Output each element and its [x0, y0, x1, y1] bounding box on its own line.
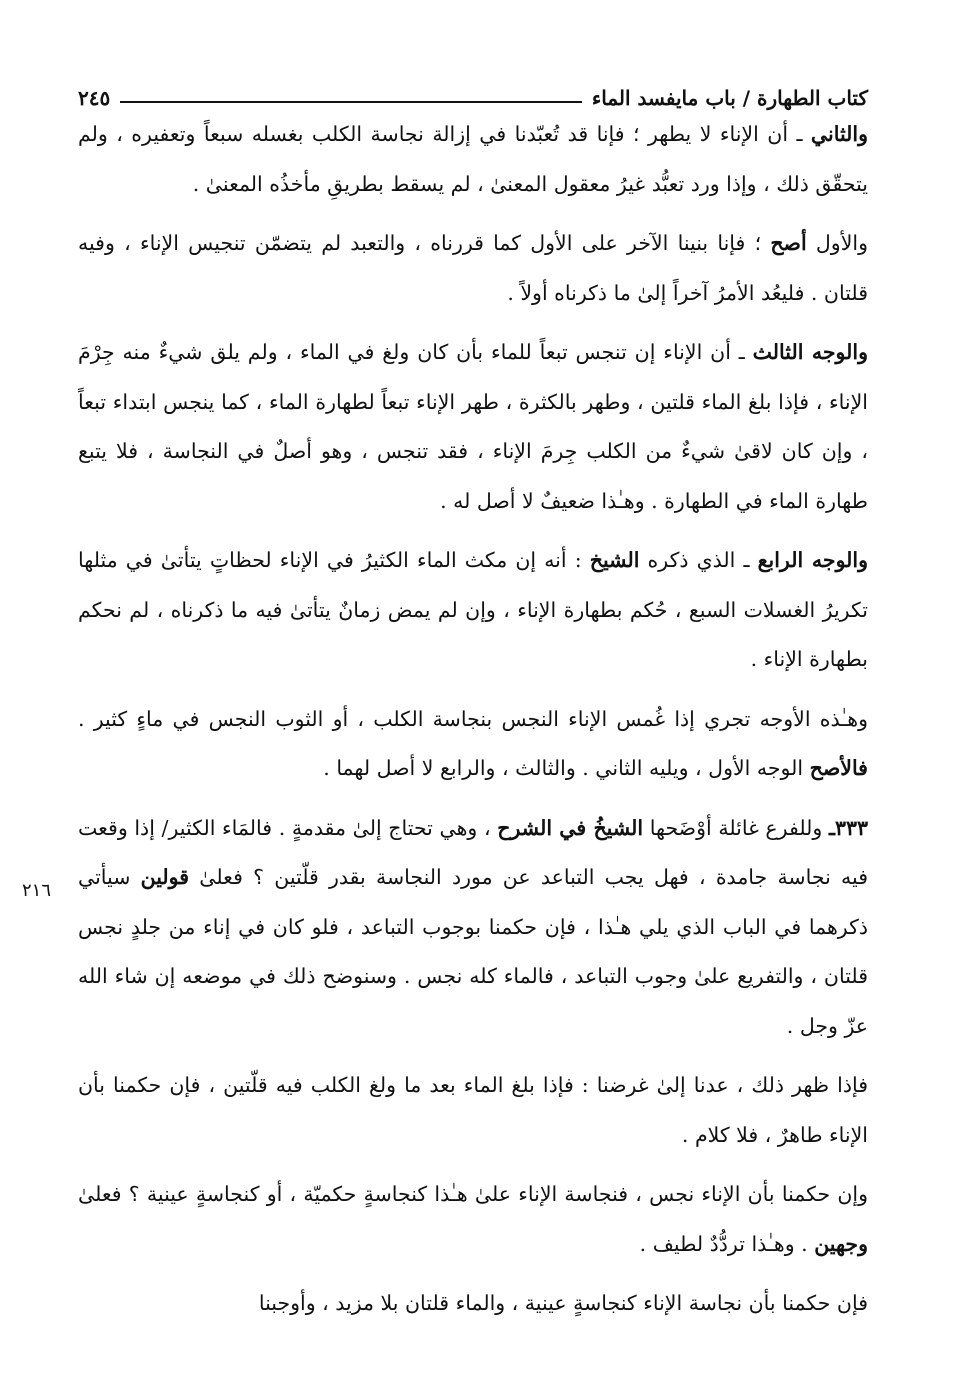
bold-term: قولين [140, 865, 190, 889]
body-text [78, 110, 868, 1329]
page [78, 76, 868, 1339]
paragraph [78, 1170, 868, 1269]
paragraph [78, 1061, 868, 1160]
bold-term: أصح [770, 231, 807, 255]
text-run: والأول [806, 231, 868, 255]
bold-term: الشيخُ في الشرح [497, 815, 644, 840]
text-run: فإذا ظهر ذلك ، عدنا إلىٰ غرضنا : فإذا بلغ الماء بعد ما ولغ الكلب فيه قلّتين ، فإن حكمنا بأن الإناء طاهرٌ ، فلا كلام . [78, 1073, 868, 1147]
paragraph [78, 219, 868, 318]
text-run: ؛ فإنا بنينا الآخر على الأول كما قررناه ، والتعبد لم يتضمّن تنجيس الإناء ، وفيه قلتان . فليعُد الأمرُ آخراً إلىٰ ما ذكرناه أولاً . [78, 231, 868, 305]
text-run: فإن حكمنا بأن نجاسة الإناء كنجاسةٍ عينية ، والماء قلتان بلا مزيد ، وأوجبنا [258, 1291, 868, 1315]
text-run: ـ الذي ذكره [639, 548, 758, 572]
text-run: وهـٰذه الأوجه تجري إذا غُمس الإناء النجس بنجاسة الكلب ، أو الثوب النجس في ماءٍ كثير . [78, 706, 868, 731]
paragraph [78, 695, 868, 794]
paragraph [78, 110, 868, 209]
bold-term: فالأصح [809, 756, 868, 780]
text-run: سيأتي ذكرهما في الباب الذي يلي هـٰذا ، فإن حكمنا بوجوب التباعد ، فلو كان في إناء من جلدٍ نجس قلتان ، والتفريع علىٰ وجوب التباعد ، فالماء كله نجس . وسنوضح ذلك في موضعه إن شاء الله عزّ وجل . [78, 865, 868, 1038]
text-run: ، وهي تحتاج إلىٰ مقدمةٍ . فالمَاء الكثير/ إذا وقعت فيه نجاسة جامدة ، فهل يجب التباعد عن مورد النجاسة بقدر قلّتين ؟ فعلىٰ [78, 815, 869, 889]
text-run: الوجه الأول ، ويليه الثاني . والثالث ، والرابع لا أصل لهما . [323, 756, 810, 780]
bold-term: ٣٣٣ـ [828, 815, 868, 840]
bold-term: وجهين [814, 1231, 868, 1256]
page-number: ٢٤٥ [78, 86, 111, 110]
text-run: ـ أن الإناء لا يطهر ؛ فإنا قد تُعبّدنا في إزالة نجاسة الكلب بغسله سبعاً وتعفيره ، ولم يتحقّق ذلك ، وإذا ورد تعبُّد غيرُ معقول المعنىٰ ، لم يسقط بطريقِ مأخذُه المعنىٰ . [78, 122, 868, 196]
text-run: : أنه إن مكث الماء الكثيرُ في الإناء لحظاتٍ يتأتىٰ في مثلها تكريرُ الغسلات السبع ، حُكم بطهارة الإناء ، وإن لم يمض زمانٌ يتأتىٰ فيه ما ذكرناه ، لم نحكم بطهارة الإناء . [78, 548, 868, 671]
chapter-title: كتاب الطهارة / باب مايفسد الماء [591, 86, 868, 110]
bold-term: والوجه الرابع [757, 548, 868, 572]
bold-term: والثاني [810, 122, 868, 146]
margin-page-reference: ٢١٦ [22, 880, 52, 901]
text-run: وإن حكمنا بأن الإناء نجس ، فنجاسة الإناء علىٰ هـٰذا كنجاسةٍ حكميّة ، أو كنجاسةٍ عينية ؟ فعلىٰ [78, 1182, 868, 1206]
header-rule [120, 101, 582, 103]
bold-term: والوجه الثالث [752, 340, 868, 364]
paragraph [78, 1279, 868, 1329]
text-run: وللفرع غائلة أوْضَحها [643, 815, 829, 840]
text-run: ـ أن الإناء إن تنجس تبعاً للماء بأن كان ولغ في الماء ، ولم يلق شيءٌ منه جِرْمَ الإناء ، فإذا بلغ الماء قلتين ، وطهر بالكثرة ، طهر الإناء تبعاً لطهارة الماء ، كما ينجس ابتداء تبعاً ، وإن كان لاقىٰ شيءٌ من الكلب جِرمَ الإناء ، فقد تنجس ، وهو أصلٌ في النجاسة ، فلا يتبع طهارة الماء في الطهارة . وهـٰذا ضعيفٌ لا أصل له . [78, 340, 868, 513]
paragraph [78, 804, 868, 1052]
text-run: . وهـٰذا تردُّدٌ لطيف . [639, 1231, 815, 1256]
paragraph [78, 328, 868, 526]
paragraph [78, 536, 868, 685]
running-header [78, 76, 868, 110]
bold-term: الشيخ [589, 548, 640, 572]
